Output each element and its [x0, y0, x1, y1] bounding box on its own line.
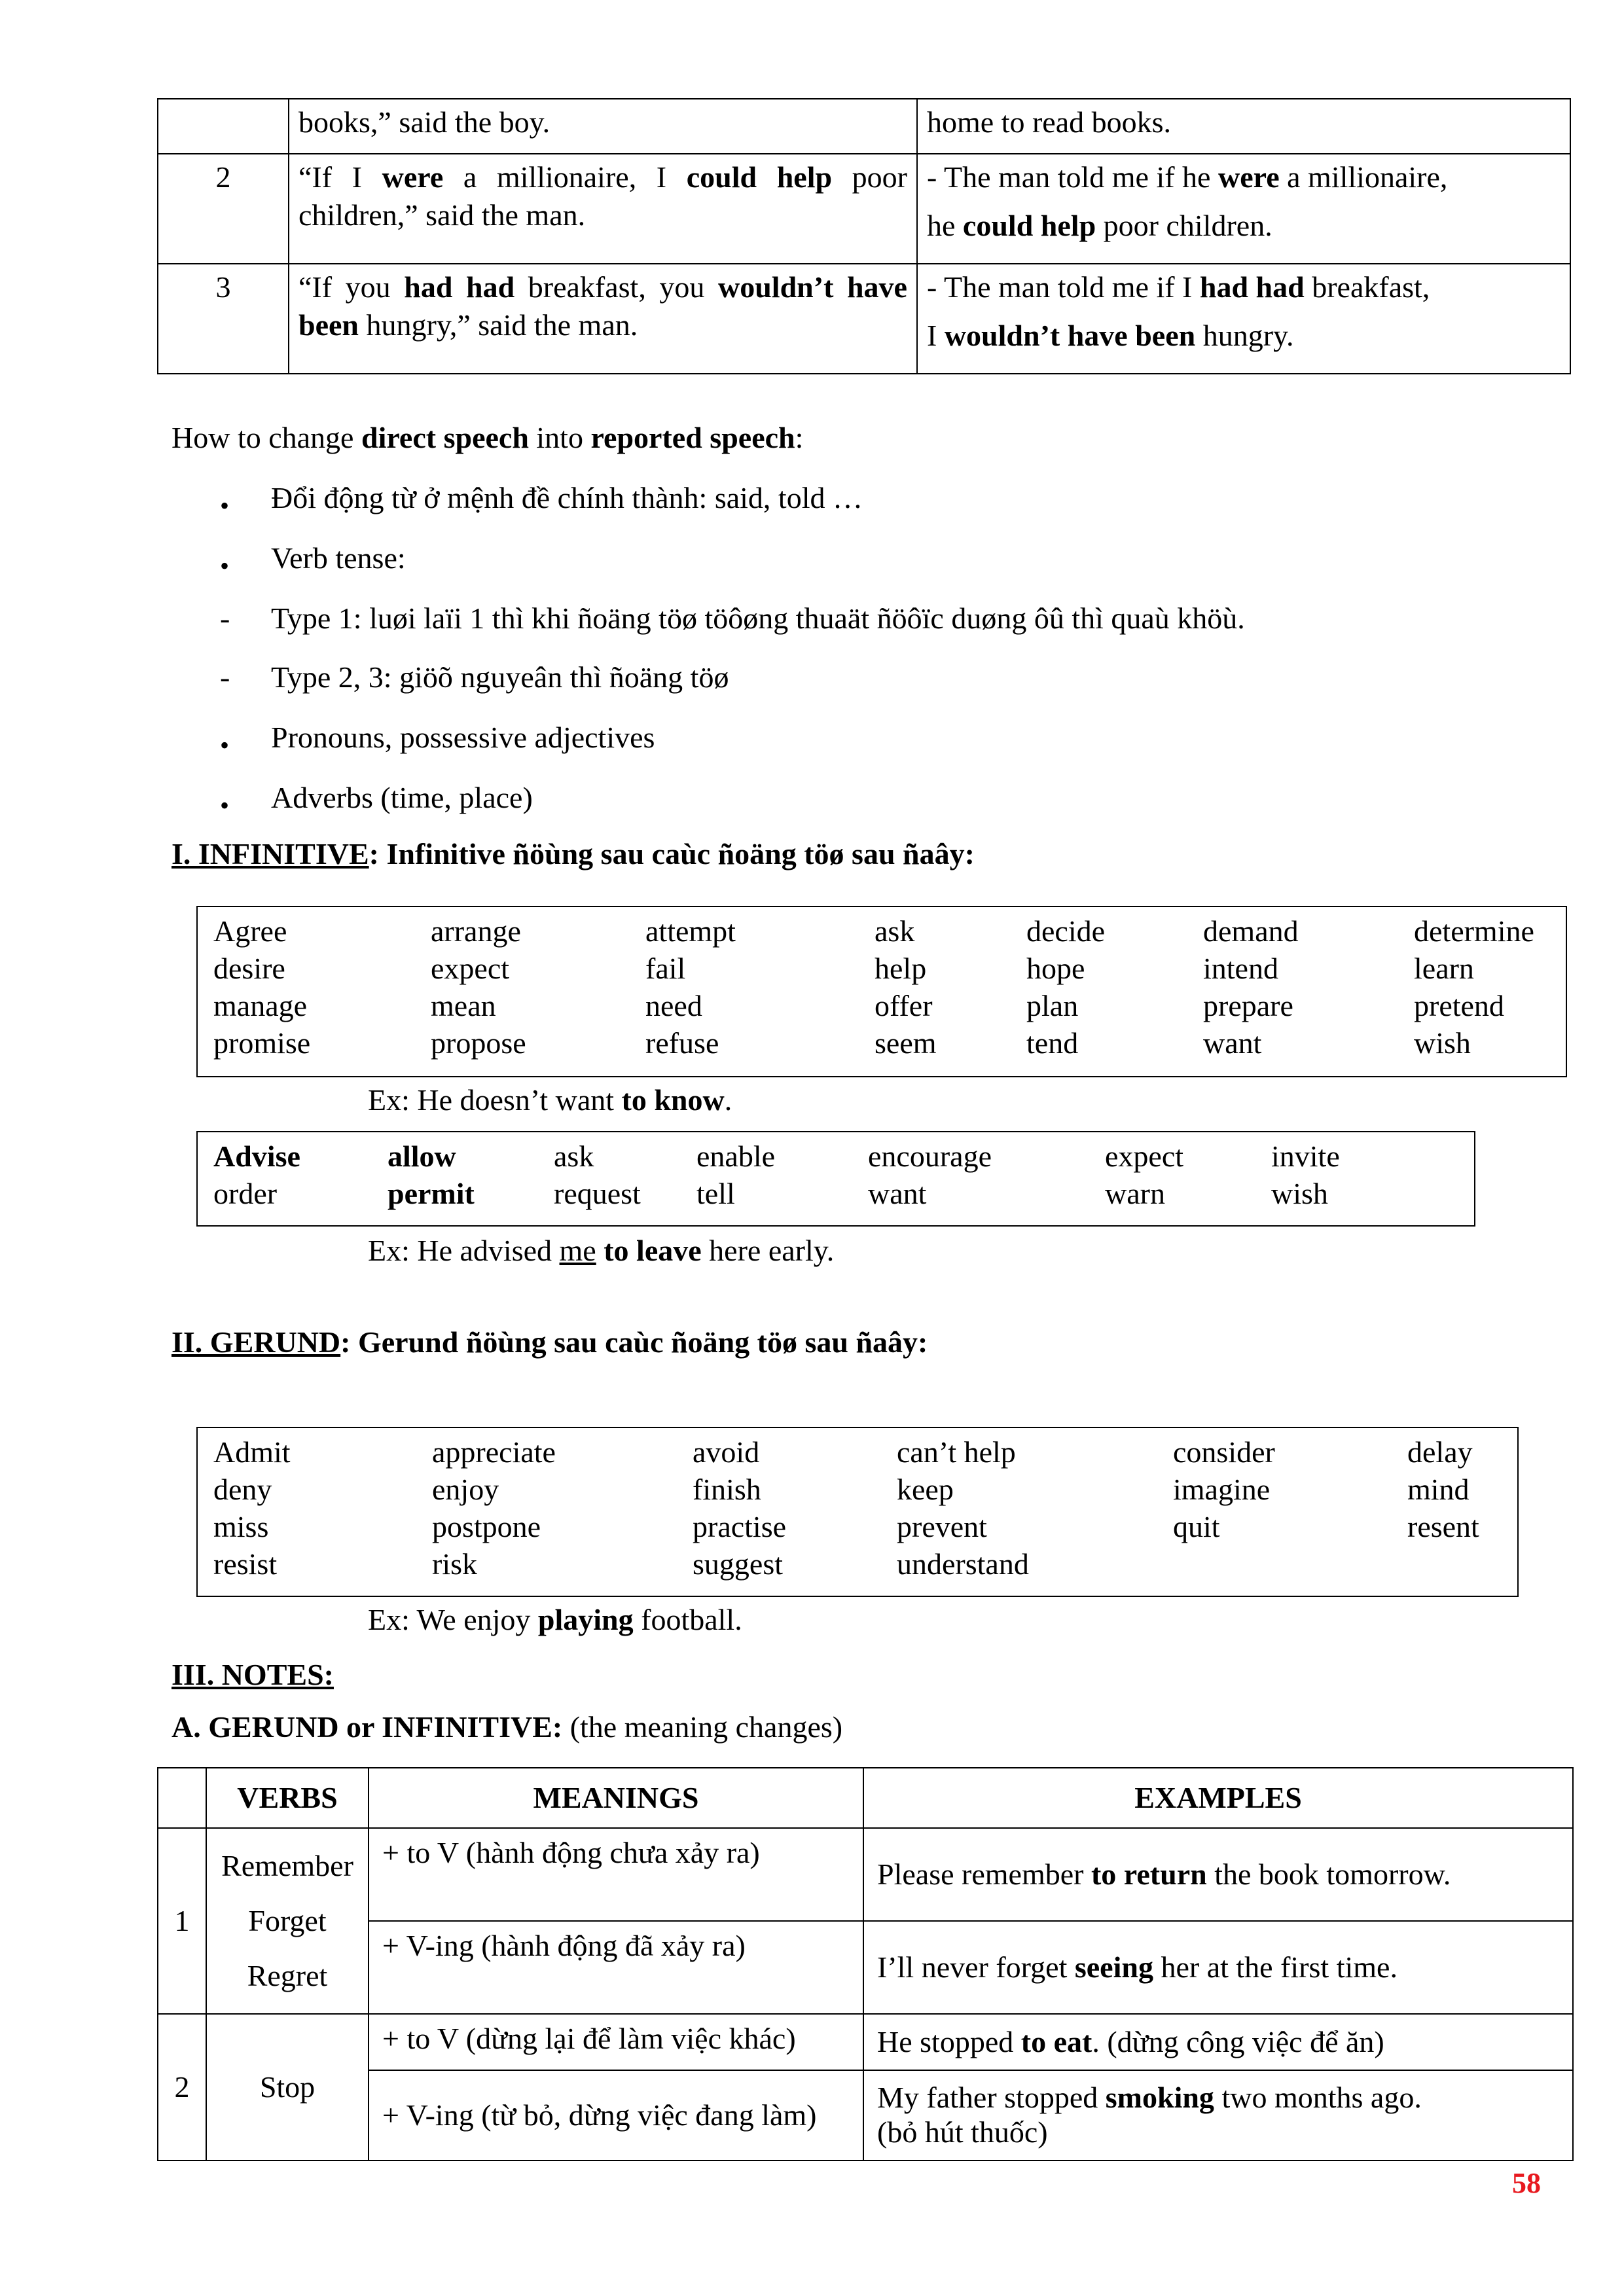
verb-item: postpone [432, 1510, 541, 1543]
infinitive-heading [171, 835, 975, 873]
direct-speech-cell: “If you had had breakfast, you wouldn’t have been hungry,” said the man. [289, 264, 917, 374]
text-run: to leave [604, 1234, 702, 1267]
table-row [158, 154, 1570, 264]
verb-item: help [875, 952, 927, 985]
text-run: had had [404, 270, 515, 304]
table-row [158, 1828, 1573, 1921]
verb-item: want [868, 1177, 927, 1210]
verb-item: avoid [693, 1435, 760, 1469]
text-run: were [1218, 160, 1280, 194]
verb-item: imagine [1173, 1473, 1271, 1506]
verb-item: arrange [431, 914, 521, 948]
text-run: wouldn’t have been [944, 318, 1196, 352]
text-run: had had [1199, 270, 1305, 304]
verb-item: consider [1173, 1435, 1275, 1469]
verb-item: pretend [1414, 989, 1504, 1022]
verb-item: prepare [1203, 989, 1293, 1022]
verb-item: fail [645, 952, 686, 985]
verb-item: refuse [645, 1026, 719, 1060]
text-run: me [559, 1234, 596, 1267]
header-examples: EXAMPLES [863, 1768, 1573, 1828]
verb-item: tell [696, 1177, 735, 1210]
bullet-icon: • [220, 491, 230, 520]
text-run: could help [962, 208, 1096, 242]
verb-item: Agree [213, 914, 287, 948]
verb-item: manage [213, 989, 308, 1022]
verb-item: prevent [897, 1510, 987, 1543]
row-number [158, 99, 289, 154]
verbs-cell [206, 1828, 369, 2014]
verb-item: determine [1414, 914, 1534, 948]
list-item: Type 1: luøi laïi 1 thì khi ñoäng töø töôøng thuaät ñöôïc duøng ôû thì quaù khöù. [271, 601, 1245, 635]
table-row [158, 2014, 1573, 2070]
bullet-icon: • [220, 791, 230, 820]
text-run: reported speech [590, 421, 795, 454]
verb-item: enjoy [432, 1473, 499, 1506]
verb-item: enable [696, 1139, 776, 1173]
text-run: could help [686, 160, 833, 194]
text-run: seeing [1074, 1950, 1153, 1984]
verb-item: need [645, 989, 702, 1022]
bullet-icon: • [220, 730, 230, 760]
direct-speech-cell: “If I were a millionaire, I could help poor children,” said the man. [289, 154, 917, 264]
verb-item: propose [431, 1026, 526, 1060]
example-cell: I’ll never forget seeing her at the first time. [863, 1921, 1573, 2014]
text-run: II. GERUND [171, 1325, 341, 1359]
verb-item: plan [1026, 989, 1079, 1022]
verb-item: promise [213, 1026, 311, 1060]
verb-item: wish [1414, 1026, 1471, 1060]
example-cell: Please remember to return the book tomorrow. [863, 1828, 1573, 1921]
verb-item: seem [875, 1026, 937, 1060]
verb-item: resist [213, 1547, 278, 1581]
page-number: 58 [1512, 2167, 1541, 2199]
verb-item: delay [1407, 1435, 1473, 1469]
direct-speech-cell: books,” said the boy. [289, 99, 917, 154]
infinitive-verbs-box [196, 906, 1567, 1077]
infinitive-object-verbs-box [196, 1131, 1475, 1227]
verb-item: expect [1105, 1139, 1184, 1173]
row-number: 2 [158, 154, 289, 264]
list-item: Verb tense: [271, 541, 406, 575]
verb-item: hope [1026, 952, 1085, 985]
verb-label: Forget [248, 1904, 327, 1937]
verb-item: decide [1026, 914, 1106, 948]
meaning-cell: + to V (hành động chưa xảy ra) [369, 1828, 863, 1921]
verb-item: risk [432, 1547, 477, 1581]
verb-item: miss [213, 1510, 269, 1543]
verb-item: deny [213, 1473, 272, 1506]
text-line: - The man told me if he were a millionaire, [927, 160, 1448, 194]
list-item: Type 2, 3: giöõ nguyeân thì ñoäng töø [271, 660, 729, 694]
text-line: home to read books. [927, 105, 1172, 139]
verb-item: demand [1203, 914, 1299, 948]
gerund-heading [171, 1323, 928, 1361]
verb-item: mind [1407, 1473, 1470, 1506]
notes-heading: III. NOTES: [171, 1658, 334, 1691]
reported-speech-cell [917, 99, 1570, 154]
verb-label: Stop [259, 2070, 316, 2104]
text-run: I. INFINITIVE [171, 837, 369, 870]
group-number: 1 [158, 1828, 206, 2014]
verb-item: request [554, 1177, 641, 1210]
table-row [158, 99, 1570, 154]
verb-item: encourage [868, 1139, 992, 1173]
meaning-cell: + to V (dừng lại để làm việc khác) [369, 2014, 863, 2070]
text-run: smoking [1105, 2081, 1214, 2115]
text-run: A. GERUND or INFINITIVE: [171, 1710, 563, 1744]
group-number: 2 [158, 2014, 206, 2161]
verb-item: resent [1407, 1510, 1479, 1543]
bullet-icon: • [220, 551, 230, 581]
verb-item: ask [554, 1139, 594, 1173]
meaning-cell: + V-ing (hành động đã xảy ra) [369, 1921, 863, 2014]
gerund-infinitive-table [157, 1767, 1574, 2161]
verb-item: ask [875, 914, 915, 948]
header-meanings: MEANINGS [369, 1768, 863, 1828]
verb-item: tend [1026, 1026, 1079, 1060]
example-cell: He stopped to eat. (dừng công việc để ăn) [863, 2014, 1573, 2070]
verb-label: Regret [247, 1959, 328, 1992]
dash-icon: - [220, 660, 230, 694]
gerund-example: Ex: We enjoy playing football. [368, 1603, 742, 1636]
verb-item: expect [431, 952, 510, 985]
infinitive-example-2: Ex: He advised me to leave here early. [368, 1234, 835, 1267]
text-run: to know [621, 1083, 725, 1117]
text-run: to return [1091, 1857, 1207, 1892]
reported-speech-table [157, 98, 1571, 374]
meaning-cell: + V-ing (từ bỏ, dừng việc đang làm) [369, 2070, 863, 2161]
header-number [158, 1768, 206, 1828]
verb-item: warn [1105, 1177, 1165, 1210]
verb-item: offer [875, 989, 933, 1022]
text-line: he could help poor children. [927, 208, 1272, 242]
text-run: : Infinitive ñöùng sau caùc ñoäng töø sau ñaây: [369, 837, 975, 870]
table-header-row [158, 1768, 1573, 1828]
verb-item: understand [897, 1547, 1029, 1581]
list-item: Đổi động từ ở mệnh đề chính thành: said, told … [271, 481, 863, 514]
text-run: direct speech [361, 421, 529, 454]
reported-speech-cell [917, 264, 1570, 374]
verb-item: practise [693, 1510, 787, 1543]
how-to-intro: How to change direct speech into reported speech: [171, 421, 804, 454]
text-run: : Gerund ñöùng sau caùc ñoäng töø sau ñaây: [340, 1325, 928, 1359]
gerund-verbs-box [196, 1427, 1519, 1597]
verb-item: quit [1173, 1510, 1220, 1543]
text-line: - The man told me if I had had breakfast, [927, 270, 1430, 304]
text-line: I wouldn’t have been hungry. [927, 318, 1294, 352]
table-row [158, 1921, 1573, 2014]
verbs-cell [206, 2014, 369, 2161]
list-item: Pronouns, possessive adjectives [271, 721, 655, 754]
verb-item: want [1203, 1026, 1262, 1060]
example-cell: My father stopped smoking two months ago. (bỏ hút thuốc) [863, 2070, 1573, 2161]
verb-item: desire [213, 952, 285, 985]
verb-item: wish [1271, 1177, 1328, 1210]
verb-item: permit [388, 1177, 475, 1210]
verb-item: finish [693, 1473, 761, 1506]
verb-item: can’t help [897, 1435, 1016, 1469]
row-number: 3 [158, 264, 289, 374]
reported-speech-cell [917, 154, 1570, 264]
verb-item: mean [431, 989, 496, 1022]
verb-item: intend [1203, 952, 1278, 985]
table-row [158, 2070, 1573, 2161]
table-row [158, 264, 1570, 374]
verb-item: invite [1271, 1139, 1340, 1173]
verb-label: Remember [221, 1849, 353, 1882]
verb-item: attempt [645, 914, 736, 948]
dash-icon: - [220, 601, 230, 635]
text-run: were [382, 160, 444, 194]
verb-item: Advise [213, 1139, 300, 1173]
verb-item: keep [897, 1473, 954, 1506]
list-item: Adverbs (time, place) [271, 781, 533, 814]
text-run: to eat [1020, 2025, 1092, 2059]
text-run: wouldn’t have been [298, 270, 907, 342]
verb-item: order [213, 1177, 278, 1210]
verb-item: suggest [693, 1547, 783, 1581]
infinitive-example: Ex: He doesn’t want to know. [368, 1083, 732, 1117]
text-run: playing [537, 1603, 634, 1636]
header-verbs: VERBS [206, 1768, 369, 1828]
verb-item: Admit [213, 1435, 291, 1469]
verb-item: allow [388, 1139, 456, 1173]
notes-subheading: A. GERUND or INFINITIVE: (the meaning changes) [171, 1710, 843, 1744]
verb-item: learn [1414, 952, 1474, 985]
verb-item: appreciate [432, 1435, 556, 1469]
